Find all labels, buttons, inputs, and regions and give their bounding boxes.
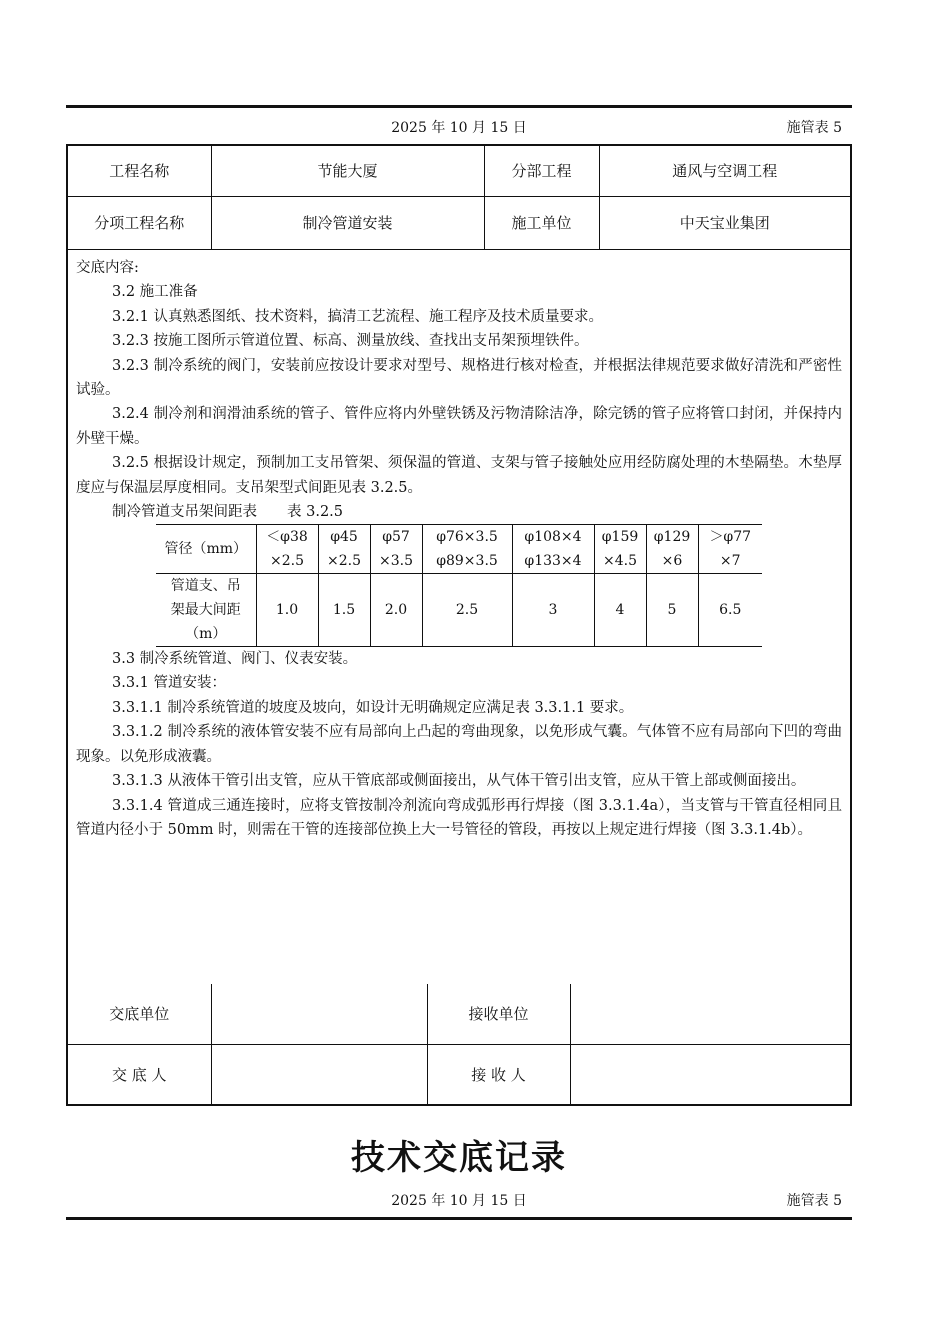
signoff-table (68, 984, 850, 1104)
contractor-label: 施工单位 (484, 196, 599, 249)
next-page-title: 技术交底记录 (351, 1138, 567, 1178)
spacing-cell: 4 (594, 574, 646, 647)
content-paragraph: 3.2.4 制冷剂和润滑油系统的管子、管件应将内外壁铁锈及污物清除洁净，除完锈的管子应将管口封闭，并保持内外壁干燥。 (76, 406, 842, 447)
subitem-label: 分项工程名称 (68, 196, 211, 249)
project-label: 工程名称 (68, 146, 211, 196)
project-value: 节能大厦 (211, 146, 484, 196)
header-dateline (66, 117, 852, 139)
spacing-row-label: 管道支、吊 架最大间距 （m） (156, 574, 256, 647)
division-value: 通风与空调工程 (599, 146, 850, 196)
next-page-dateline (66, 1190, 852, 1212)
table-number: 表 3.2.5 (287, 504, 344, 521)
form-number: 施管表 5 (786, 120, 842, 136)
diameter-cell: φ159 ×4.5 (594, 525, 646, 574)
diameter-cell: φ57 ×3.5 (370, 525, 422, 574)
subitem-value: 制冷管道安装 (211, 196, 484, 249)
table-caption (76, 500, 842, 524)
receiver-person-field[interactable] (570, 1044, 850, 1104)
spacing-cell: 5 (646, 574, 698, 647)
info-table (68, 146, 850, 250)
support-spacing-table (156, 524, 762, 647)
next-page-form-number: 施管表 5 (786, 1193, 842, 1209)
content-paragraph: 3.3.1.1 制冷系统管道的坡度及坡向，如设计无明确规定应满足表 3.3.1.1 要求。 (112, 699, 634, 716)
diameter-cell: φ108×4 φ133×4 (512, 525, 594, 574)
issuer-unit-field[interactable] (211, 984, 427, 1044)
diameter-cell: φ76×3.5 φ89×3.5 (422, 525, 512, 574)
issuer-unit-label: 交底单位 (68, 984, 211, 1044)
division-label: 分部工程 (484, 146, 599, 196)
bottom-rule (66, 1217, 852, 1220)
diameter-cell: φ129 ×6 (646, 525, 698, 574)
diameter-cell: φ45 ×2.5 (318, 525, 370, 574)
table-caption-text: 制冷管道支吊架间距表 (112, 504, 257, 521)
content-paragraph: 3.2.1 认真熟悉图纸、技术资料，搞清工艺流程、施工程序及技术质量要求。 (112, 308, 604, 325)
issuer-person-label: 交 底 人 (68, 1044, 211, 1104)
diameter-cell: ＜φ38 ×2.5 (256, 525, 318, 574)
content-lead: 交底内容: (76, 260, 139, 276)
content-paragraph: 3.2.5 根据设计规定，预制加工支吊管架、须保温的管道、支架与管子接触处应用经防腐处理的木垫隔垫。木垫厚度应与保温层厚度相同。支吊架型式间距见表 3.2.5。 (76, 455, 842, 496)
spacing-cell: 3 (512, 574, 594, 647)
content-paragraph: 3.3.1 管道安装： (112, 675, 227, 692)
receiver-unit-field[interactable] (570, 984, 850, 1044)
receiver-person-label: 接 收 人 (427, 1044, 570, 1104)
top-rule (66, 105, 852, 108)
next-page-date: 2025 年 10 月 15 日 (391, 1193, 527, 1209)
record-date: 2025 年 10 月 15 日 (391, 120, 527, 136)
content-paragraph: 3.3.1.3 从液体干管引出支管，应从干管底部或侧面接出，从气体干管引出支管，应从干管上部或侧面接出。 (112, 773, 806, 790)
spacing-cell: 2.0 (370, 574, 422, 647)
diameter-cell: ＞φ77 ×7 (698, 525, 762, 574)
briefing-content (76, 256, 842, 842)
diameter-row-label: 管径（mm） (156, 525, 256, 574)
issuer-person-field[interactable] (211, 1044, 427, 1104)
content-paragraph: 3.3.1.2 制冷系统的液体管安装不应有局部向上凸起的弯曲现象，以免形成气囊。气体管不应有局部向下凹的弯曲现象。以免形成液囊。 (76, 724, 842, 765)
content-paragraph: 3.3.1.4 管道成三通连接时，应将支管按制冷剂流向弯成弧形再行焊接（图 3.3.1.4a），当支管与干管直径相同且管道内径小于 50mm 时，则需在干管的连接部位换上大一号管径的管段，再按以上规定进行焊接（图 3.3.1.4b）。 (76, 797, 842, 838)
spacing-cell: 2.5 (422, 574, 512, 647)
record-form (66, 144, 852, 1106)
receiver-unit-label: 接收单位 (427, 984, 570, 1044)
contractor-value: 中天宝业集团 (599, 196, 850, 249)
content-paragraph: 3.2 施工准备 (112, 284, 198, 301)
spacing-cell: 6.5 (698, 574, 762, 647)
content-paragraph: 3.2.3 制冷系统的阀门，安装前应按设计要求对型号、规格进行核对检查，并根据法律规范要求做好清洗和严密性试验。 (76, 357, 842, 399)
spacing-cell: 1.5 (318, 574, 370, 647)
spacing-cell: 1.0 (256, 574, 318, 647)
content-paragraph: 3.2.3 按施工图所示管道位置、标高、测量放线、查找出支吊架预埋铁件。 (112, 333, 589, 350)
content-paragraph: 3.3 制冷系统管道、阀门、仪表安装。 (112, 651, 358, 668)
